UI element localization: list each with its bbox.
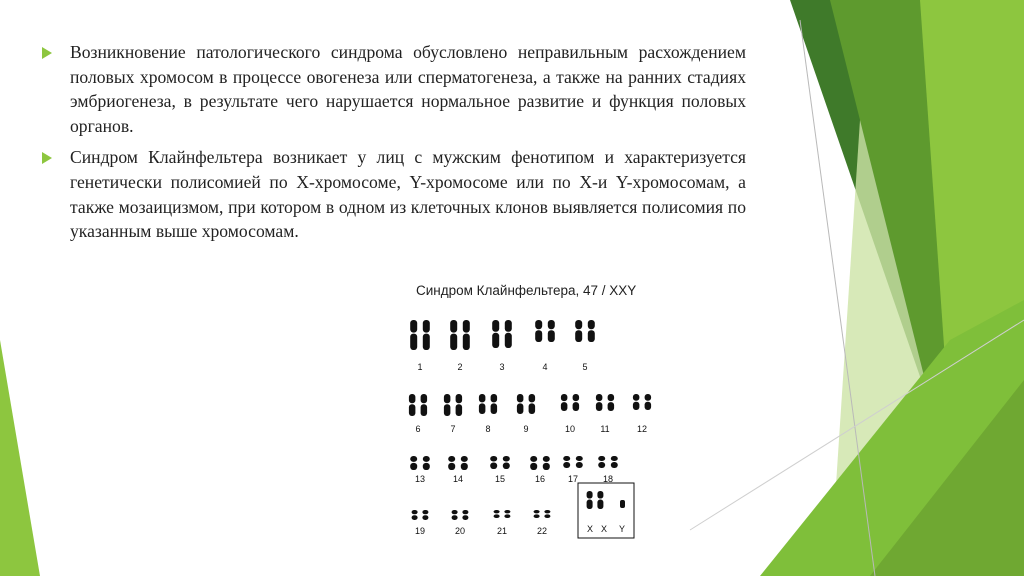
chromosome-number: 10 [564,424,576,434]
karyotype-figure [390,278,680,543]
chromosome-number: 11 [600,424,610,434]
chromosome-pair [490,456,510,469]
chromosome-pair [587,491,604,509]
chromosome-pair [598,456,618,468]
chromosome-pair [409,394,427,416]
karyotype-image [390,278,680,543]
chromosome-pair [450,320,470,350]
chromosome-number: 14 [452,474,464,484]
chromosome-number: 16 [534,474,546,484]
chromosome-pair [534,510,551,518]
bullet-item [40,40,746,138]
chromosome-number: 7 [450,424,456,434]
chromosome-pair [494,510,511,518]
bullet-arrow-icon [42,152,52,164]
chromosome-number: 17 [567,474,579,484]
chromosome-pair [452,510,469,520]
deco-shape-left [0,340,40,576]
chromosome-pair [444,394,462,416]
chromosome-number: 20 [454,526,466,536]
chromosome-number: 21 [496,526,508,536]
chromosome-number: 1 [417,362,423,372]
chromosome-pair [575,320,595,342]
chromosome-pair [633,394,651,410]
chromosome-pair [530,456,550,470]
y-chromosome [620,500,625,508]
chromosome-number: X [586,524,594,534]
bullet-item [40,145,746,243]
bullet-text: Синдром Клайнфельтера возникает у лиц с мужским фенотипом и характеризуется генетически полисомией по Х-хромосоме, Y-хромосоме или по Х-и Y-хромосомам, а также мозаицизмом, при котором в одном из клеточных клонов выявляется полисомия по указанным выше хромосомам. [70,147,746,242]
chromosome-number: X [600,524,608,534]
chromosome-number: 5 [582,362,588,372]
chromosome-pair [492,320,512,348]
chromosome-pair [535,320,555,342]
bullet-list [40,40,746,251]
chromosome-pair [448,456,468,470]
chromosome-number: 13 [414,474,426,484]
chromosome-number: 12 [636,424,648,434]
chromosome-number: 22 [536,526,548,536]
chromosome-number: 4 [542,362,548,372]
karyotype-title: Синдром Клайнфельтера, 47 / XXY [416,283,637,298]
chromosome-pair [596,394,614,411]
chromosome-pair [517,394,535,414]
chromosome-number: 15 [494,474,506,484]
chromosome-number: 8 [485,424,491,434]
bullet-arrow-icon [42,47,52,59]
chromosome-number: 19 [414,526,426,536]
chromosome-pair [479,394,497,414]
chromosome-pair [563,456,583,468]
chromosome-number: 3 [499,362,505,372]
bullet-text: Возникновение патологического синдрома обусловлено неправильным расхождением половых хромосом в процессе овогенеза или сперматогенеза, а также на ранних стадиях эмбриогенеза, в результате чего нарушается нормальное развитие и функция половых органов. [70,42,746,136]
chromosome-number: 9 [523,424,529,434]
chromosome-number: 6 [415,424,421,434]
chromosome-number: 18 [602,474,614,484]
chromosome-pair [410,456,430,470]
chromosome-pair [412,510,429,520]
chromosome-pair [410,320,430,350]
chromosome-number: 2 [457,362,463,372]
chromosome-pair [561,394,579,411]
chromosome-number: Y [618,524,626,534]
